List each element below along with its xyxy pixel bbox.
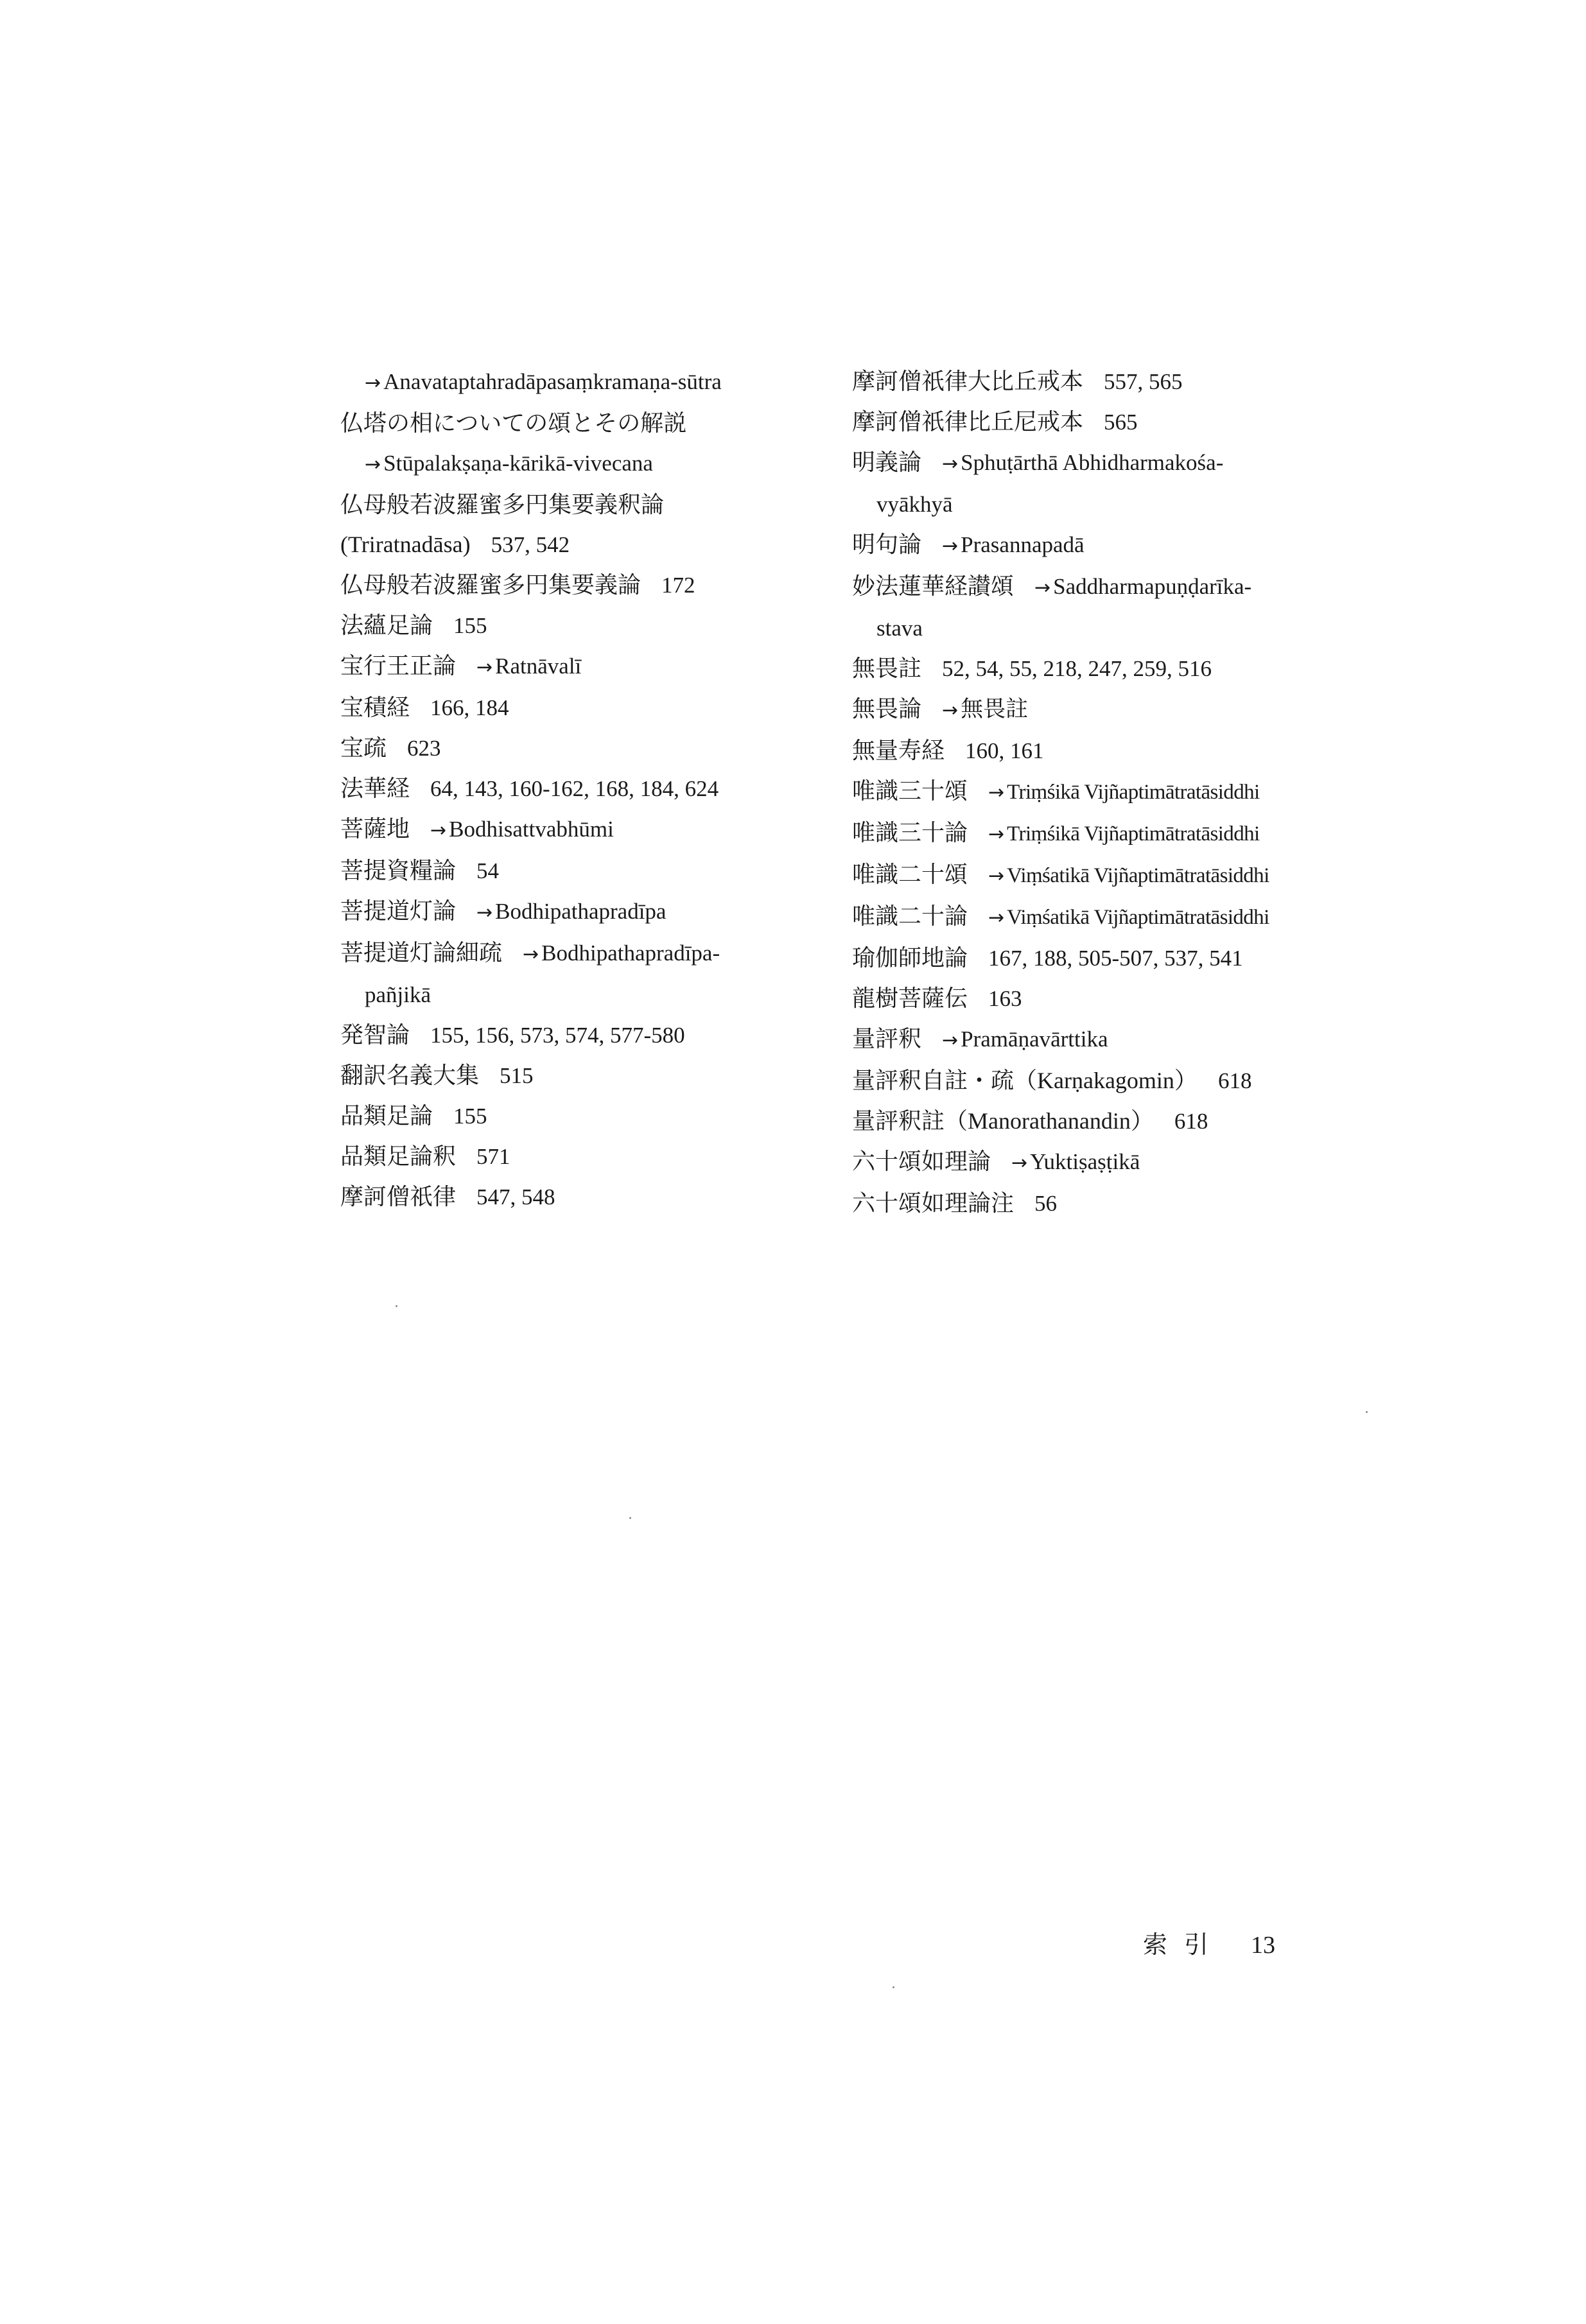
entry-cross-reference: Bodhipathapradīpa- — [541, 941, 720, 966]
entry-page-refs: 537, 542 — [491, 532, 570, 557]
entry-term: 菩提資糧論 — [340, 858, 457, 883]
scan-speck — [629, 1517, 631, 1519]
cross-reference-arrow-icon: → — [988, 865, 1005, 887]
entry-term: 唯識二十頌 — [852, 862, 968, 887]
cross-reference-arrow-icon: → — [988, 906, 1005, 929]
cross-reference-arrow-icon: → — [365, 453, 381, 476]
cross-reference-arrow-icon: → — [942, 699, 959, 722]
index-entry — [340, 768, 841, 809]
entry-term: 宝積経 — [340, 695, 410, 720]
index-entry — [340, 1096, 841, 1136]
index-entry — [340, 1136, 841, 1177]
entry-cross-reference: Anavataptahradāpasaṃkramaṇa-sūtra — [383, 369, 722, 394]
index-entry — [852, 1183, 1366, 1224]
index-entry — [340, 443, 841, 485]
entry-page-refs: 565 — [1104, 410, 1138, 435]
index-entry — [340, 809, 841, 851]
cross-reference-arrow-icon: → — [365, 372, 381, 394]
entry-term: 翻訳名義大集 — [340, 1062, 480, 1088]
entry-cross-reference: Prasannapadā — [961, 532, 1085, 557]
cross-reference-arrow-icon: → — [476, 656, 493, 679]
index-entry — [852, 648, 1366, 689]
entry-term: 摩訶僧祇律 — [340, 1184, 457, 1210]
entry-term: 龍樹菩薩伝 — [852, 985, 968, 1011]
index-entry — [852, 978, 1366, 1019]
index-entry — [852, 1061, 1366, 1101]
entry-term: 無量寿経 — [852, 738, 945, 763]
entry-term: 唯識三十頌 — [852, 778, 968, 804]
entry-term: 品類足論 — [340, 1103, 433, 1129]
entry-cross-reference: Viṃśatikā Vijñaptimātratāsiddhi — [1007, 864, 1269, 887]
cross-reference-arrow-icon: → — [988, 823, 1005, 845]
entry-cross-reference: Viṃśatikā Vijñaptimātratāsiddhi — [1007, 906, 1269, 929]
index-entry — [852, 361, 1366, 402]
cross-reference-arrow-icon: → — [430, 819, 447, 842]
index-entry — [852, 938, 1366, 978]
entry-term: 瑜伽師地論 — [852, 945, 968, 971]
index-entry — [340, 1177, 841, 1217]
entry-term: 明句論 — [852, 532, 922, 557]
entry-term: 仏母般若波羅蜜多円集要義釈論 — [340, 492, 665, 517]
entry-page-refs: pañjikā — [365, 982, 431, 1007]
cross-reference-arrow-icon: → — [942, 1029, 959, 1052]
scan-speck — [1366, 1411, 1368, 1413]
entry-page-refs: 515 — [500, 1063, 534, 1088]
entry-cross-reference: Stūpalakṣaṇa-kārikā-vivecana — [383, 451, 653, 476]
index-entry — [340, 688, 841, 728]
index-entry — [852, 402, 1366, 442]
entry-term: 菩薩地 — [340, 816, 410, 842]
entry-term: 摩訶僧祇律比丘尼戒本 — [852, 409, 1084, 435]
entry-term: 法華経 — [340, 776, 410, 801]
entry-page-refs: 155 — [453, 613, 487, 638]
entry-term: 菩提道灯論細疏 — [340, 940, 503, 966]
entry-term: 法蘊足論 — [340, 612, 433, 638]
entry-page-refs: 571 — [476, 1144, 510, 1169]
entry-page-refs: 56 — [1034, 1191, 1058, 1216]
entry-page-refs: 623 — [407, 736, 441, 761]
index-entry — [852, 731, 1366, 771]
index-entry — [340, 605, 841, 646]
cross-reference-arrow-icon: → — [523, 943, 539, 966]
index-entry — [852, 442, 1366, 484]
index-entry — [852, 813, 1366, 854]
index-entry — [340, 565, 841, 605]
entry-page-refs: 172 — [661, 573, 695, 598]
entry-cross-reference: Saddharmapuṇḍarīka- — [1053, 574, 1252, 599]
index-entry — [852, 689, 1366, 731]
entry-page-refs: 160, 161 — [965, 738, 1044, 763]
entry-term: 無畏論 — [852, 696, 922, 722]
cross-reference-arrow-icon: → — [476, 901, 493, 924]
entry-cross-reference: Yuktiṣaṣṭikā — [1030, 1149, 1140, 1174]
index-entry — [852, 1141, 1366, 1183]
index-entry — [852, 1019, 1366, 1061]
index-entry — [852, 566, 1366, 608]
entry-page-refs: 557, 565 — [1104, 369, 1183, 394]
entry-page-refs: 54 — [476, 858, 500, 883]
entry-term: 唯識三十論 — [852, 820, 968, 845]
cross-reference-arrow-icon: → — [1034, 577, 1051, 599]
index-entry — [340, 728, 841, 768]
entry-term: 量評釈註（Manorathanandin） — [852, 1108, 1154, 1134]
entry-term: 仏塔の相についての頌とその解説 — [340, 410, 687, 436]
entry-page-refs: 166, 184 — [430, 695, 509, 720]
entry-page-refs: 163 — [988, 986, 1022, 1011]
index-entry — [852, 771, 1366, 813]
scan-speck — [396, 1305, 397, 1307]
entry-term: 六十頌如理論 — [852, 1149, 991, 1174]
entry-page-refs: 155 — [453, 1104, 487, 1129]
index-entry — [340, 1055, 841, 1096]
index-entry — [852, 608, 1366, 648]
entry-cross-reference: Ratnāvalī — [495, 654, 582, 679]
index-entry — [340, 646, 841, 688]
entry-page-refs: 618 — [1174, 1109, 1208, 1134]
entry-term: 発智論 — [340, 1022, 410, 1048]
index-entry — [340, 403, 841, 443]
entry-page-refs: 52, 54, 55, 218, 247, 259, 516 — [942, 656, 1212, 681]
page-number: 13 — [1251, 1932, 1276, 1959]
entry-term: 明義論 — [852, 449, 922, 475]
index-entry — [852, 896, 1366, 938]
index-entry — [340, 933, 841, 975]
index-entry — [852, 525, 1366, 566]
index-entry — [852, 854, 1366, 896]
entry-cross-reference: Sphuṭārthā Abhidharmakośa- — [961, 450, 1224, 475]
entry-term: 無畏註 — [852, 655, 922, 681]
entry-page-refs: 618 — [1217, 1068, 1252, 1093]
index-entry — [340, 1015, 841, 1055]
cross-reference-arrow-icon: → — [942, 535, 959, 557]
index-column-left — [340, 361, 841, 1217]
entry-cross-reference: Triṃśikā Vijñaptimātratāsiddhi — [1007, 781, 1260, 804]
entry-term: 菩提道灯論 — [340, 898, 457, 924]
entry-page-refs: vyākhyā — [876, 492, 953, 517]
index-entry — [340, 975, 841, 1015]
entry-term: (Triratnadāsa) — [340, 532, 471, 557]
entry-page-refs: 64, 143, 160-162, 168, 184, 624 — [430, 776, 719, 801]
entry-cross-reference: Triṃśikā Vijñaptimātratāsiddhi — [1007, 822, 1260, 845]
index-entry — [852, 484, 1366, 525]
index-entry — [852, 1101, 1366, 1141]
entry-page-refs: 155, 156, 573, 574, 577-580 — [430, 1023, 685, 1048]
index-entry — [340, 891, 841, 933]
index-entry — [340, 485, 841, 525]
entry-term: 宝疏 — [340, 735, 387, 761]
entry-term: 唯識二十論 — [852, 903, 968, 929]
entry-term: 量評釈自註・疏（Karṇakagomin） — [852, 1068, 1198, 1093]
entry-term: 摩訶僧祇律大比丘戒本 — [852, 369, 1084, 394]
index-column-right — [852, 361, 1366, 1224]
index-entry — [340, 525, 841, 565]
index-entry — [340, 851, 841, 891]
cross-reference-arrow-icon: → — [942, 453, 959, 475]
entry-cross-reference: Bodhisattvabhūmi — [449, 817, 614, 842]
entry-term: 六十頌如理論注 — [852, 1190, 1015, 1216]
entry-cross-reference: 無畏註 — [961, 697, 1029, 722]
page-footer — [1143, 1925, 1275, 1960]
cross-reference-arrow-icon: → — [1011, 1152, 1028, 1174]
entry-term: 品類足論釈 — [340, 1143, 457, 1169]
entry-page-refs: stava — [876, 616, 923, 641]
entry-page-refs: 547, 548 — [476, 1184, 555, 1210]
entry-page-refs: 167, 188, 505-507, 537, 541 — [988, 946, 1243, 971]
entry-term: 量評釈 — [852, 1026, 922, 1052]
entry-cross-reference: Bodhipathapradīpa — [495, 899, 667, 924]
entry-cross-reference: Pramāṇavārttika — [961, 1027, 1108, 1052]
footer-label: 索引 — [1143, 1932, 1226, 1959]
entry-term: 宝行王正論 — [340, 653, 457, 679]
entry-term: 仏母般若波羅蜜多円集要義論 — [340, 572, 641, 598]
entry-term: 妙法蓮華経讃頌 — [852, 573, 1015, 599]
cross-reference-arrow-icon: → — [988, 781, 1005, 804]
scan-speck — [893, 1986, 894, 1988]
index-entry — [340, 361, 841, 403]
